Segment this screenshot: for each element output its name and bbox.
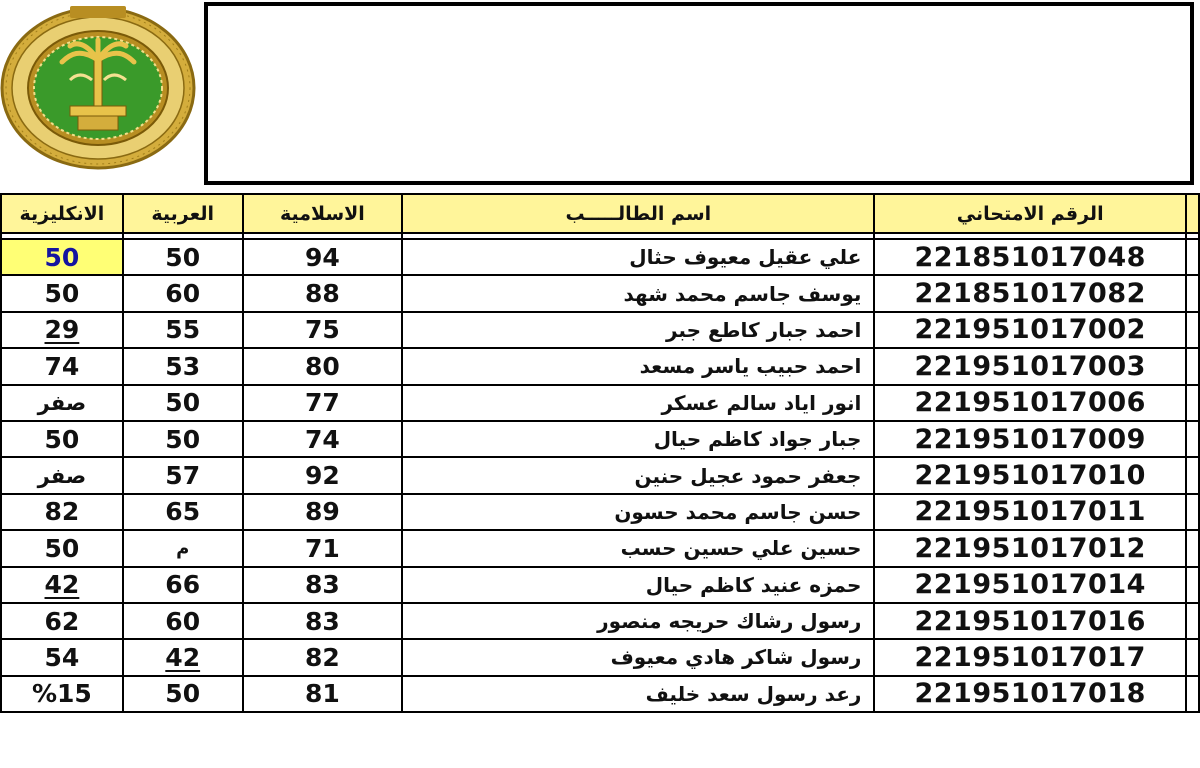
- header-english: الانكليزية: [1, 194, 123, 233]
- islamic-score-cell: 89: [243, 494, 403, 530]
- row-edge-cell: [1186, 494, 1199, 530]
- arabic-score-cell: 65: [123, 494, 243, 530]
- arabic-score-cell: 42: [123, 639, 243, 675]
- table-row: [1, 567, 1199, 603]
- english-score-cell: 50: [1, 421, 123, 457]
- table-header-row: [1, 194, 1199, 233]
- row-edge-cell: [1186, 348, 1199, 384]
- student-name-cell: انور اياد سالم عسكر: [402, 385, 874, 421]
- header-edge-cell: [1186, 194, 1199, 233]
- row-edge-cell: [1186, 567, 1199, 603]
- student-name-cell: يوسف جاسم محمد شهد: [402, 275, 874, 311]
- table-row: [1, 676, 1199, 712]
- exam-number-cell: 221951017016: [874, 603, 1186, 639]
- arabic-score-cell: 50: [123, 385, 243, 421]
- islamic-score-cell: 80: [243, 348, 403, 384]
- student-name-cell: حسين علي حسين حسب: [402, 530, 874, 566]
- header-arabic: العربية: [123, 194, 243, 233]
- english-score-cell: 50: [1, 275, 123, 311]
- table-row: [1, 530, 1199, 566]
- english-score-cell: 42: [1, 567, 123, 603]
- arabic-score-cell: 55: [123, 312, 243, 348]
- english-score-cell: 29: [1, 312, 123, 348]
- student-name-cell: رعد رسول سعد خليف: [402, 676, 874, 712]
- table-row: [1, 421, 1199, 457]
- results-table: [0, 193, 1200, 713]
- exam-number-cell: 221951017014: [874, 567, 1186, 603]
- table-row: [1, 639, 1199, 675]
- exam-number-cell: 221951017009: [874, 421, 1186, 457]
- islamic-score-cell: 83: [243, 603, 403, 639]
- student-name-cell: رسول رشاك حريجه منصور: [402, 603, 874, 639]
- english-score-cell: 62: [1, 603, 123, 639]
- exam-number-cell: 221951017017: [874, 639, 1186, 675]
- row-edge-cell: [1186, 676, 1199, 712]
- row-edge-cell: [1186, 639, 1199, 675]
- arabic-score-cell: 60: [123, 603, 243, 639]
- exam-number-cell: 221851017048: [874, 239, 1186, 275]
- row-edge-cell: [1186, 603, 1199, 639]
- exam-number-cell: 221951017010: [874, 457, 1186, 493]
- english-score-cell: %15: [1, 676, 123, 712]
- student-name-cell: احمد حبيب ياسر مسعد: [402, 348, 874, 384]
- arabic-score-cell: 50: [123, 421, 243, 457]
- exam-number-cell: 221951017006: [874, 385, 1186, 421]
- header-islamic: الاسلامية: [243, 194, 403, 233]
- islamic-score-cell: 71: [243, 530, 403, 566]
- exam-number-cell: 221951017011: [874, 494, 1186, 530]
- english-score-cell: 54: [1, 639, 123, 675]
- arabic-score-cell: 53: [123, 348, 243, 384]
- islamic-score-cell: 88: [243, 275, 403, 311]
- english-score-cell: صفر: [1, 385, 123, 421]
- arabic-score-cell: 60: [123, 275, 243, 311]
- student-name-cell: جبار جواد كاظم حيال: [402, 421, 874, 457]
- arabic-score-cell: 57: [123, 457, 243, 493]
- islamic-score-cell: 82: [243, 639, 403, 675]
- english-score-cell: صفر: [1, 457, 123, 493]
- islamic-score-cell: 81: [243, 676, 403, 712]
- exam-number-cell: 221951017003: [874, 348, 1186, 384]
- row-edge-cell: [1186, 421, 1199, 457]
- student-name-cell: حسن جاسم محمد حسون: [402, 494, 874, 530]
- exam-number-cell: 221951017002: [874, 312, 1186, 348]
- arabic-score-cell: م: [123, 530, 243, 566]
- islamic-score-cell: 83: [243, 567, 403, 603]
- arabic-score-cell: 50: [123, 676, 243, 712]
- header-student-name: اسم الطالـــــب: [402, 194, 874, 233]
- english-score-cell: 50: [1, 239, 123, 275]
- row-edge-cell: [1186, 530, 1199, 566]
- exam-number-cell: 221951017012: [874, 530, 1186, 566]
- table-row: [1, 494, 1199, 530]
- english-score-cell: 50: [1, 530, 123, 566]
- table-row: [1, 603, 1199, 639]
- student-name-cell: احمد جبار كاطع جبر: [402, 312, 874, 348]
- islamic-score-cell: 77: [243, 385, 403, 421]
- arabic-score-cell: 66: [123, 567, 243, 603]
- table-row: [1, 312, 1199, 348]
- table-row: [1, 239, 1199, 275]
- islamic-score-cell: 75: [243, 312, 403, 348]
- student-name-cell: جعفر حمود عجيل حنين: [402, 457, 874, 493]
- islamic-score-cell: 92: [243, 457, 403, 493]
- table-row: [1, 275, 1199, 311]
- row-edge-cell: [1186, 312, 1199, 348]
- exam-number-cell: 221851017082: [874, 275, 1186, 311]
- student-name-cell: رسول شاكر هادي معيوف: [402, 639, 874, 675]
- row-edge-cell: [1186, 275, 1199, 311]
- table-row: [1, 457, 1199, 493]
- row-edge-cell: [1186, 385, 1199, 421]
- arabic-score-cell: 50: [123, 239, 243, 275]
- student-name-cell: علي عقيل معيوف حثال: [402, 239, 874, 275]
- blank-header-box: [204, 2, 1194, 185]
- english-score-cell: 74: [1, 348, 123, 384]
- islamic-score-cell: 94: [243, 239, 403, 275]
- islamic-score-cell: 74: [243, 421, 403, 457]
- ministry-seal-logo: [0, 2, 200, 170]
- table-row: [1, 385, 1199, 421]
- row-edge-cell: [1186, 457, 1199, 493]
- english-score-cell: 82: [1, 494, 123, 530]
- student-name-cell: حمزه عنيد كاظم حيال: [402, 567, 874, 603]
- table-row: [1, 348, 1199, 384]
- exam-number-cell: 221951017018: [874, 676, 1186, 712]
- row-edge-cell: [1186, 239, 1199, 275]
- header-exam-number: الرقم الامتحاني: [874, 194, 1186, 233]
